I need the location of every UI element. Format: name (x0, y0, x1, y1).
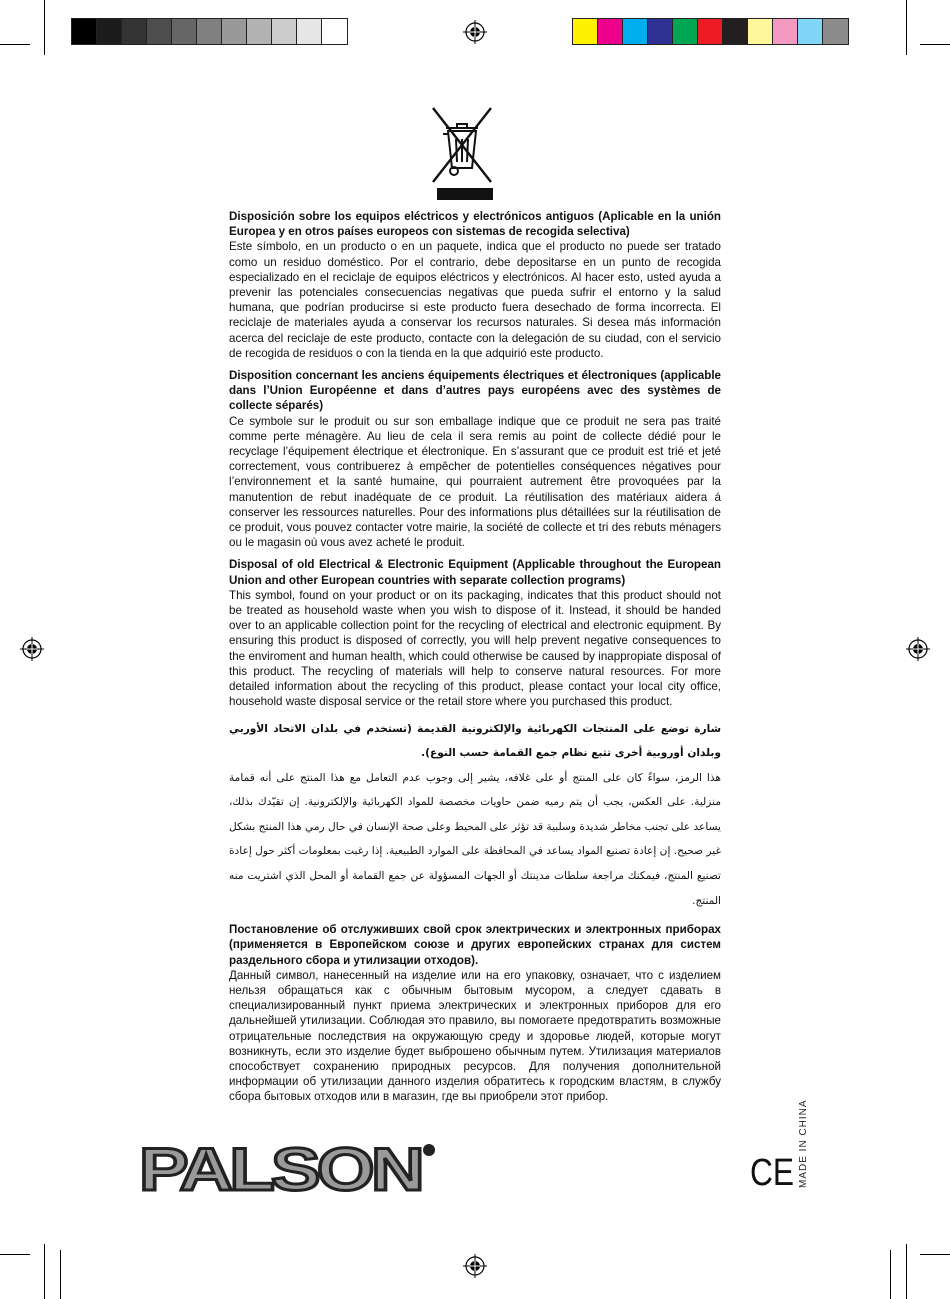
section-title: Disposition concernant les anciens équipements électriques et électroniques (applicable dans l’Union Européenne et dans d’autres pays européens avec des systèmes de collecte séparés) (229, 369, 721, 413)
color-swatch (222, 19, 247, 44)
section-french (229, 368, 721, 550)
color-swatch (322, 19, 347, 44)
color-swatch (297, 19, 322, 44)
registration-mark-icon (906, 637, 930, 661)
made-in-label: MADE IN CHINA (798, 1099, 809, 1188)
ce-mark-icon (750, 1152, 796, 1194)
crop-mark (44, 0, 45, 55)
color-swatch (773, 19, 798, 44)
color-swatch (648, 19, 673, 44)
section-title: Disposal of old Electrical & Electronic Equipment (Applicable throughout the European Union and other European countries with separate collection programs) (229, 558, 721, 587)
crop-mark (44, 1244, 45, 1299)
registration-mark-icon (20, 637, 44, 661)
crossed-out-wheelie-bin-icon (427, 104, 497, 202)
crop-mark (890, 1250, 891, 1299)
crop-mark (0, 44, 30, 45)
color-swatch (172, 19, 197, 44)
color-swatch (147, 19, 172, 44)
crop-mark (0, 1254, 30, 1255)
section-russian (229, 922, 721, 1104)
color-swatch (723, 19, 748, 44)
crop-mark (906, 0, 907, 55)
section-spanish (229, 209, 721, 361)
crop-mark (906, 1244, 907, 1299)
color-swatch (823, 19, 848, 44)
palson-logo-text: PALSON (139, 1136, 421, 1203)
section-title: شارة توضع على المنتجات الكهربائية والإلكترونية القديمة (تستخدم في بلدان الاتحاد الأوربي وبلدان أوروبية أخرى تتبع نظام جمع القمامة حسب النوع). (229, 722, 721, 760)
registration-mark-icon (463, 20, 487, 44)
section-english (229, 557, 721, 709)
color-swatch (623, 19, 648, 44)
section-arabic (229, 717, 721, 914)
color-swatch (573, 19, 598, 44)
registration-mark-icon (463, 1254, 487, 1278)
color-swatch (272, 19, 297, 44)
crop-mark (60, 1250, 61, 1299)
section-body: This symbol, found on your product or on its packaging, indicates that this product should not be treated as household waste when you wish to dispose of it. Instead, it should be handed over to an applicable collection point for the recycling of electrical and electronic equipment. By ensuring this product is disposed of correctly, you will help prevent negative consequences to the enviroment and human health, which could otherwise be caused by inappropiate disposal of this product. The recycling of materials will help to conserve natural resources. For more detailed information about the recycling of this product, please contact your local city office, household waste disposal service or the retail store where you purchased this product. (229, 588, 721, 709)
section-body: هذا الرمز، سواءً كان على المنتج أو على غلافه، يشير إلى وجوب عدم التعامل مع هذا المنتج على أنه قمامة منزلية. على العكس، يجب أن يتم رميه ضمن حاويات مخصصة للمواد الكهربائية والإلكترونية. إن تقيّدك بذلك، يساعد على تجنب مخاطر شديدة وسلبية قد تؤثر على المحيط وعلى صحة الإنسان في حال رمي هذا المنتج بشكل غير صحيح. إن إعادة تصنيع المواد يساعد في المحافظة على الموارد الطبيعية. إذا رغبت بمعلومات أكثر حول إعادة تصنيع المنتج، فيمكنك مراجعة سلطات مدينتك أو الجهات المسؤولة عن جمع القمامة أو المحل الذي اشتريت منه المنتج. (229, 771, 721, 907)
disposal-notice (229, 209, 721, 1112)
color-swatch (197, 19, 222, 44)
color-swatch (247, 19, 272, 44)
color-swatch (122, 19, 147, 44)
section-body: Данный символ, нанесенный на изделие или на его упаковку, означает, что с изделием нельзя обращаться как с обычным бытовым мусором, а следует сдавать в специализированный пункт приема электрических и электронных приборов для его дальнейшей утилизации. Соблюдая это правило, вы помогаете предотвратить возможные отрицательные последствия на окружающую среду и здоровье людей, которые могут возникнуть, если это изделие будет выброшено обычным путем. Утилизация материалов способствует сохранению природных ресурсов. Для получения дополнительной информации об утилизации данного изделия обратитесь к городским властям, в службу сбора бытовых отходов или в магазин, где вы приобрели этот прибор. (229, 968, 721, 1104)
section-title: Постановление об отслуживших свой срок электрических и электронных приборах (применяется в Европейском союзе и других европейских странах для систем раздельного сбора и утилизации отходов). (229, 923, 721, 967)
color-swatch (97, 19, 122, 44)
process-color-bar (572, 18, 849, 45)
palson-logo (137, 1136, 439, 1203)
grayscale-color-bar (71, 18, 348, 45)
section-title: Disposición sobre los equipos eléctricos y electrónicos antiguos (Aplicable en la unión Europea y en otros países europeos con sistemas de recogida selectiva) (229, 210, 721, 239)
section-body: Este símbolo, en un producto o en un paquete, indica que el producto no puede ser tratado como un residuo doméstico. Por el contrario, debe depositarse en un punto de recogida especializado en el reciclaje de equipos eléctricos y electrónicos. Al hacer esto, usted ayuda a prevenir las potenciales consecuencias negativas que pueda sufrir el entorno y la salud humana, que podrían producirse si este producto fuera desechado de forma incorrecta. El reciclaje de materiales ayuda a conservar los recursos naturales. Si desea más información acerca del reciclaje de este producto, contacte con la delegación de su ciudad, con el servicio de recogida de residuos o con la tienda en la que adquirió este producto. (229, 240, 721, 360)
color-swatch (798, 19, 823, 44)
color-swatch (72, 19, 97, 44)
svg-text:CE: CE (750, 1152, 794, 1194)
color-swatch (748, 19, 773, 44)
color-swatch (698, 19, 723, 44)
color-swatch (673, 19, 698, 44)
color-swatch (598, 19, 623, 44)
crop-mark (920, 44, 950, 45)
section-body: Ce symbole sur le produit ou sur son emballage indique que ce produit ne sera pas traité comme perte ménagère. Au lieu de cela il sera remis au point de collecte dédié pour le recyclage l’équipement électrique et électronique. En s’assurant que ce produit est trié et jeté correctement, vous contribuerez à empêcher de potentielles conséquences négatives pour l’environnement et la santé humaine, qui pourraient autrement être provoquées par la manutention de rebut inadéquate de ce produit. La réutilisation des matériaux aidera á conserver les ressources naturelles. Pour des informations plus détaillées sur la réutilisation de ce produit, vous pouvez contacter votre mairie, la société de collecte et tri des rebuts ménagers ou le magasin où vous avez acheté le produit. (229, 414, 721, 550)
crop-mark (920, 1254, 950, 1255)
